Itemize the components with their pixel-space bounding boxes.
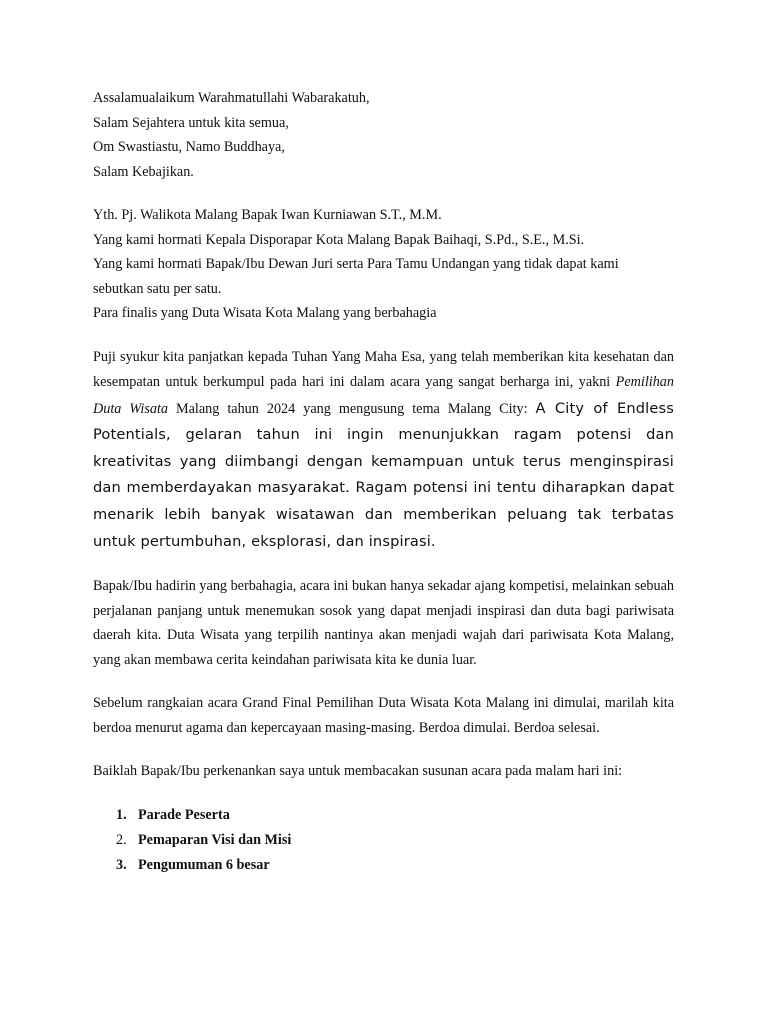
list-item [116, 853, 674, 878]
greetings-block [93, 86, 674, 184]
list-item [116, 803, 674, 828]
addressee-line: Yang kami hormati Bapak/Ibu Dewan Juri serta Para Tamu Undangan yang tidak dapat kami [93, 256, 619, 272]
greeting-line: Salam Kebajikan. [93, 163, 194, 180]
greeting-line: Assalamualaikum Warahmatullahi Wabarakatuh, [93, 90, 370, 106]
greeting-line: Salam Sejahtera untuk kita semua, [93, 114, 289, 131]
agenda-number: 1. [116, 806, 127, 823]
addressee-line: Yang kami hormati Kepala Disporapar Kota Malang Bapak Baihaqi, S.Pd., S.E., M.Si. [93, 231, 585, 248]
list-item [116, 828, 674, 853]
agenda-list [93, 803, 674, 878]
agenda-number: 3. [116, 856, 127, 873]
opening-paragraph [93, 345, 674, 556]
opening-intro: Puji syukur kita panjatkan kepada Tuhan Yang Maha Esa, yang telah memberikan kita kesehatan dan kesempatan untuk berkumpul pada hari ini dalam acara yang sangat berharga ini, yakni [93, 348, 674, 391]
document-body [93, 86, 674, 878]
greeting-line: Om Swastiastu, Namo Buddhaya, [93, 139, 285, 155]
audience-paragraph: Bapak/Ibu hadirin yang berbahagia, acara ini bukan hanya sekadar ajang kompetisi, melainkan sebuah perjalanan panjang untuk menemukan sosok yang dapat menjadi inspirasi dan duta bagi pariwisata daerah kita. Duta Wisata yang terpilih nantinya akan menjadi wajah dari pariwisata Kota Malang, yang akan membawa cerita keindahan pariwisata kita ke dunia luar. [93, 578, 674, 668]
event-name-italic: Pemilihan Duta Wisata [93, 374, 674, 417]
agenda-intro-paragraph: Baiklah Bapak/Ibu perkenankan saya untuk membacakan susunan acara pada malam hari ini: [93, 763, 623, 780]
agenda-label: Pemaparan Visi dan Misi [138, 831, 292, 848]
addressees-block [93, 203, 674, 326]
prayer-paragraph: Sebelum rangkaian acara Grand Final Pemilihan Duta Wisata Kota Malang ini dimulai, marilah kita berdoa menurut agama dan kepercayaan masing-masing. Berdoa dimulai. Berdoa selesai. [93, 695, 674, 736]
agenda-label: Parade Peserta [138, 806, 230, 823]
addressee-line: Para finalis yang Duta Wisata Kota Malang yang berbahagia [93, 305, 437, 321]
opening-theme-tail: A City of Endless Potentials, gelaran tahun ini ingin menunjukkan ragam potensi dan kreativitas yang diimbangi dengan kemampuan untuk terus menginspirasi dan memberdayakan masyarakat. Ragam potensi ini tentu diharapkan dapat menarik lebih banyak wisatawan dan memberikan peluang tak terbatas untuk pertumbuhan, eksplorasi, dan inspirasi. [93, 399, 674, 550]
opening-middle: Malang tahun 2024 yang mengusung tema Malang City: [168, 400, 536, 417]
addressee-line: Yth. Pj. Walikota Malang Bapak Iwan Kurniawan S.T., M.M. [93, 207, 442, 223]
agenda-label: Pengumuman 6 besar [138, 856, 270, 873]
agenda-number: 2. [116, 831, 127, 848]
addressee-line: sebutkan satu per satu. [93, 280, 222, 297]
